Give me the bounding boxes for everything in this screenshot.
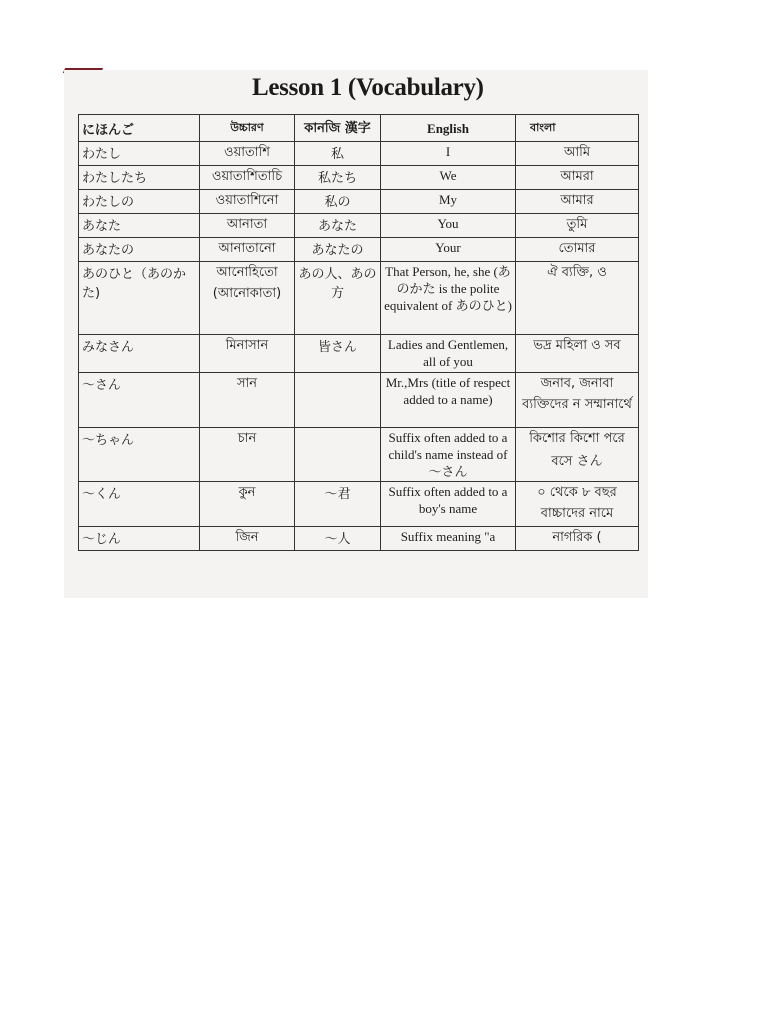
cell-pronunciation: ওয়াতাশিতাচি [200,166,295,190]
cell-bangla: জনাব, জনাবা ব্যক্তিদের ন সম্মানার্থে [516,373,639,428]
table-row [79,238,639,262]
page-right-margin [648,60,768,620]
cell-pronunciation: কুন [200,482,295,527]
cell-pronunciation: আনাতানো [200,238,295,262]
cell-bangla: আমরা [516,166,639,190]
cell-pronunciation: সান [200,373,295,428]
cell-kanji: 皆さん [295,335,381,373]
cell-kanji: あなたの [295,238,381,262]
cell-bangla: তোমার [516,238,639,262]
cell-japanese: わたし [79,142,200,166]
cell-english: Mr.,Mrs (title of respect added to a name) [381,373,516,428]
cell-english: Suffix meaning "a [381,527,516,551]
cell-kanji: 私たち [295,166,381,190]
cell-japanese: 〜くん [79,482,200,527]
header-kanji: কানজি 漢字 [295,115,381,142]
cell-japanese: みなさん [79,335,200,373]
cell-kanji: 〜人 [295,527,381,551]
cell-pronunciation: আনোহিতো (আনোকাতা) [200,262,295,335]
cell-pronunciation: ওয়াতাশি [200,142,295,166]
cell-japanese: わたしたち [79,166,200,190]
cell-kanji: 私 [295,142,381,166]
cell-japanese: あのひと（あのかた) [79,262,200,335]
table-row [79,190,639,214]
cell-japanese: 〜さん [79,373,200,428]
cell-bangla: নাগরিক ( [516,527,639,551]
cell-kanji [295,373,381,428]
table-row [79,262,639,335]
cell-bangla: আমার [516,190,639,214]
table-row [79,335,639,373]
cell-english: Suffix often added to a child's name instead of 〜さん [381,428,516,482]
cell-english: My [381,190,516,214]
header-japanese: にほんご [79,115,200,142]
cell-bangla: ০ থেকে ৮ বছর বাচ্চাদের নামে [516,482,639,527]
cell-english: You [381,214,516,238]
cell-pronunciation: আনাতা [200,214,295,238]
page-title: Lesson 1 (Vocabulary) [252,74,484,101]
cell-pronunciation: ওয়াতাশিনো [200,190,295,214]
table-header-row [79,115,639,142]
cell-japanese: あなた [79,214,200,238]
cell-english: Your [381,238,516,262]
table-row [79,142,639,166]
cell-pronunciation: মিনাসান [200,335,295,373]
header-english: English [381,115,516,142]
cell-english: Suffix often added to a boy's name [381,482,516,527]
cell-japanese: わたしの [79,190,200,214]
cell-english: That Person, he, she (あのかた is the polite equivalent of あのひと) [381,262,516,335]
header-bangla: বাংলা [516,115,639,142]
cell-english: I [381,142,516,166]
cell-pronunciation: চান [200,428,295,482]
cell-bangla: আমি [516,142,639,166]
cell-kanji: 〜君 [295,482,381,527]
cell-kanji: あの人、あの方 [295,262,381,335]
cell-japanese: あなたの [79,238,200,262]
cell-japanese: 〜じん [79,527,200,551]
cell-japanese: 〜ちゃん [79,428,200,482]
table-row [79,527,639,551]
cell-english: Ladies and Gentlemen, all of you [381,335,516,373]
cell-kanji: 私の [295,190,381,214]
table-row [79,428,639,482]
cell-english: We [381,166,516,190]
table-row [79,482,639,527]
table-row [79,373,639,428]
cell-bangla: তুমি [516,214,639,238]
cell-pronunciation: জিন [200,527,295,551]
vocabulary-table [78,114,639,551]
cell-bangla: ভদ্র মহিলা ও সব [516,335,639,373]
cell-bangla: কিশোর কিশো পরে বসে さん [516,428,639,482]
page-blank-area [0,598,768,1024]
cell-kanji [295,428,381,482]
cell-kanji: あなた [295,214,381,238]
cell-bangla: ঐ ব্যক্তি, ও [516,262,639,335]
table-row [79,166,639,190]
header-pronunciation: উচ্চারণ [200,115,295,142]
table-row [79,214,639,238]
